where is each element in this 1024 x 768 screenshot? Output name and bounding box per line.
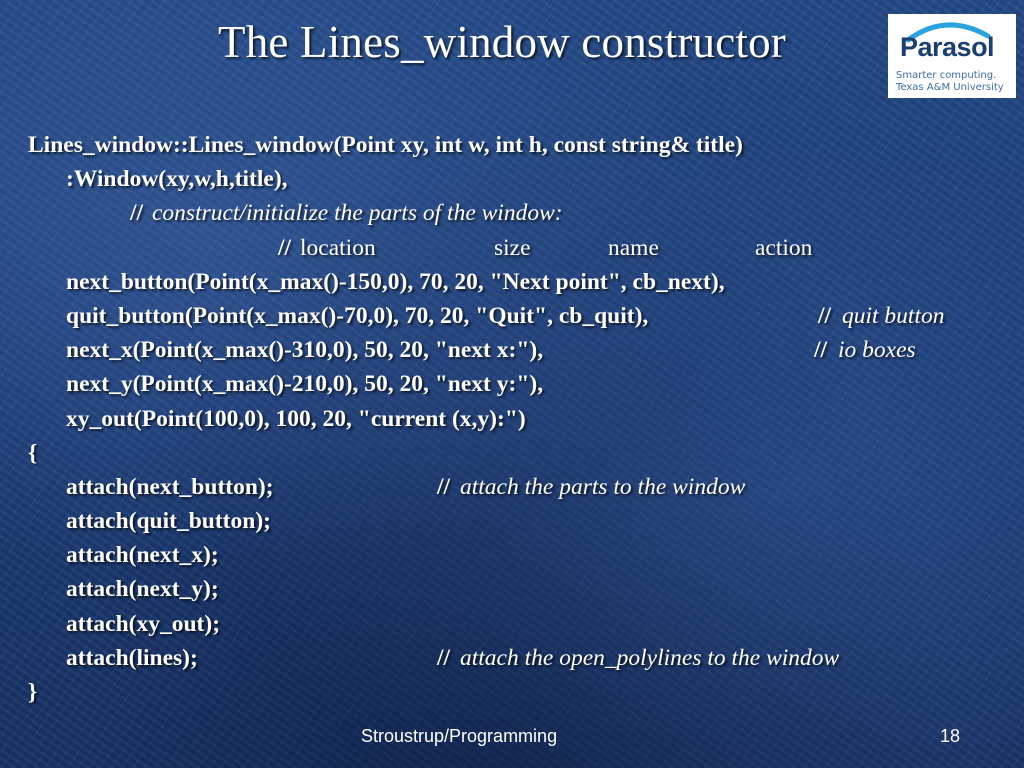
- code-attach-xy-out: attach(xy_out);: [66, 610, 221, 637]
- comment-io-boxes: io boxes: [838, 337, 916, 364]
- code-next-x: next_x(Point(x_max()-310,0), 50, 20, "next x:"),: [66, 337, 544, 364]
- logo-tagline: Smarter computing.: [896, 70, 997, 81]
- code-close-brace: }: [28, 679, 38, 705]
- code-line-column-headings: [28, 231, 1018, 265]
- footer-author: Stroustrup/Programming: [361, 726, 558, 746]
- code-open-brace: {: [28, 439, 38, 466]
- code-init-base: :Window(xy,w,h,title),: [66, 166, 288, 193]
- page-number: 18: [940, 726, 961, 746]
- code-attach-next-y: attach(next_y);: [66, 576, 219, 603]
- code-line-attach-next-x: [28, 538, 1018, 572]
- logo-name: Parasol: [900, 32, 995, 62]
- code-attach-lines: attach(lines);: [66, 644, 198, 671]
- code-line-quit-button: [28, 299, 1018, 333]
- code-line-xy-out: [28, 402, 1018, 436]
- comment-slashes: //: [130, 200, 144, 227]
- code-next-button: next_button(Point(x_max()-150,0), 70, 20, "Next point", cb_next),: [66, 268, 725, 295]
- code-attach-next-x: attach(next_x);: [66, 542, 219, 569]
- column-name: name: [608, 234, 659, 261]
- code-attach-next-button: attach(next_button);: [66, 473, 274, 500]
- code-listing: [28, 128, 1018, 709]
- column-size: size: [494, 234, 531, 261]
- code-line-signature: [28, 128, 1018, 162]
- code-xy-out: xy_out(Point(100,0), 100, 20, "current (x,y):"): [66, 405, 526, 432]
- code-quit-button: quit_button(Point(x_max()-70,0), 70, 20, "Quit", cb_quit),: [66, 302, 649, 329]
- comment-slashes: //: [818, 302, 832, 329]
- comment-construct: construct/initialize the parts of the window:: [152, 200, 563, 227]
- code-signature: Lines_window::Lines_window(Point xy, int w, int h, const string& title): [28, 132, 743, 158]
- comment-slashes: //: [437, 644, 451, 671]
- comment-attach-parts: attach the parts to the window: [460, 473, 746, 500]
- slide-title: The Lines_window constructor: [218, 17, 786, 67]
- code-line-attach-xy-out: [28, 607, 1018, 641]
- comment-slashes: //: [278, 234, 292, 261]
- code-next-y: next_y(Point(x_max()-210,0), 50, 20, "next y:"),: [66, 371, 544, 398]
- logo-university: Texas A&M University: [896, 82, 1004, 93]
- comment-slashes: //: [814, 337, 828, 364]
- code-line-open-brace: [28, 436, 1018, 470]
- comment-attach-lines: attach the open_polylines to the window: [460, 644, 840, 671]
- code-line-next-button: [28, 265, 1018, 299]
- code-attach-quit-button: attach(quit_button);: [66, 508, 271, 535]
- column-action: action: [755, 234, 813, 261]
- code-line-attach-next-button: [28, 470, 1018, 504]
- code-line-next-y: [28, 367, 1018, 401]
- code-line-attach-next-y: [28, 572, 1018, 606]
- code-line-close-brace: [28, 675, 1018, 709]
- comment-quit-button: quit button: [842, 302, 945, 329]
- code-line-attach-quit-button: [28, 504, 1018, 538]
- comment-slashes: //: [437, 473, 451, 500]
- code-line-attach-lines: [28, 641, 1018, 675]
- column-location: location: [300, 234, 376, 261]
- parasol-logo: [888, 14, 1016, 98]
- code-line-next-x: [28, 333, 1018, 367]
- code-line-comment-construct: [28, 196, 1018, 230]
- code-line-init-base: [28, 162, 1018, 196]
